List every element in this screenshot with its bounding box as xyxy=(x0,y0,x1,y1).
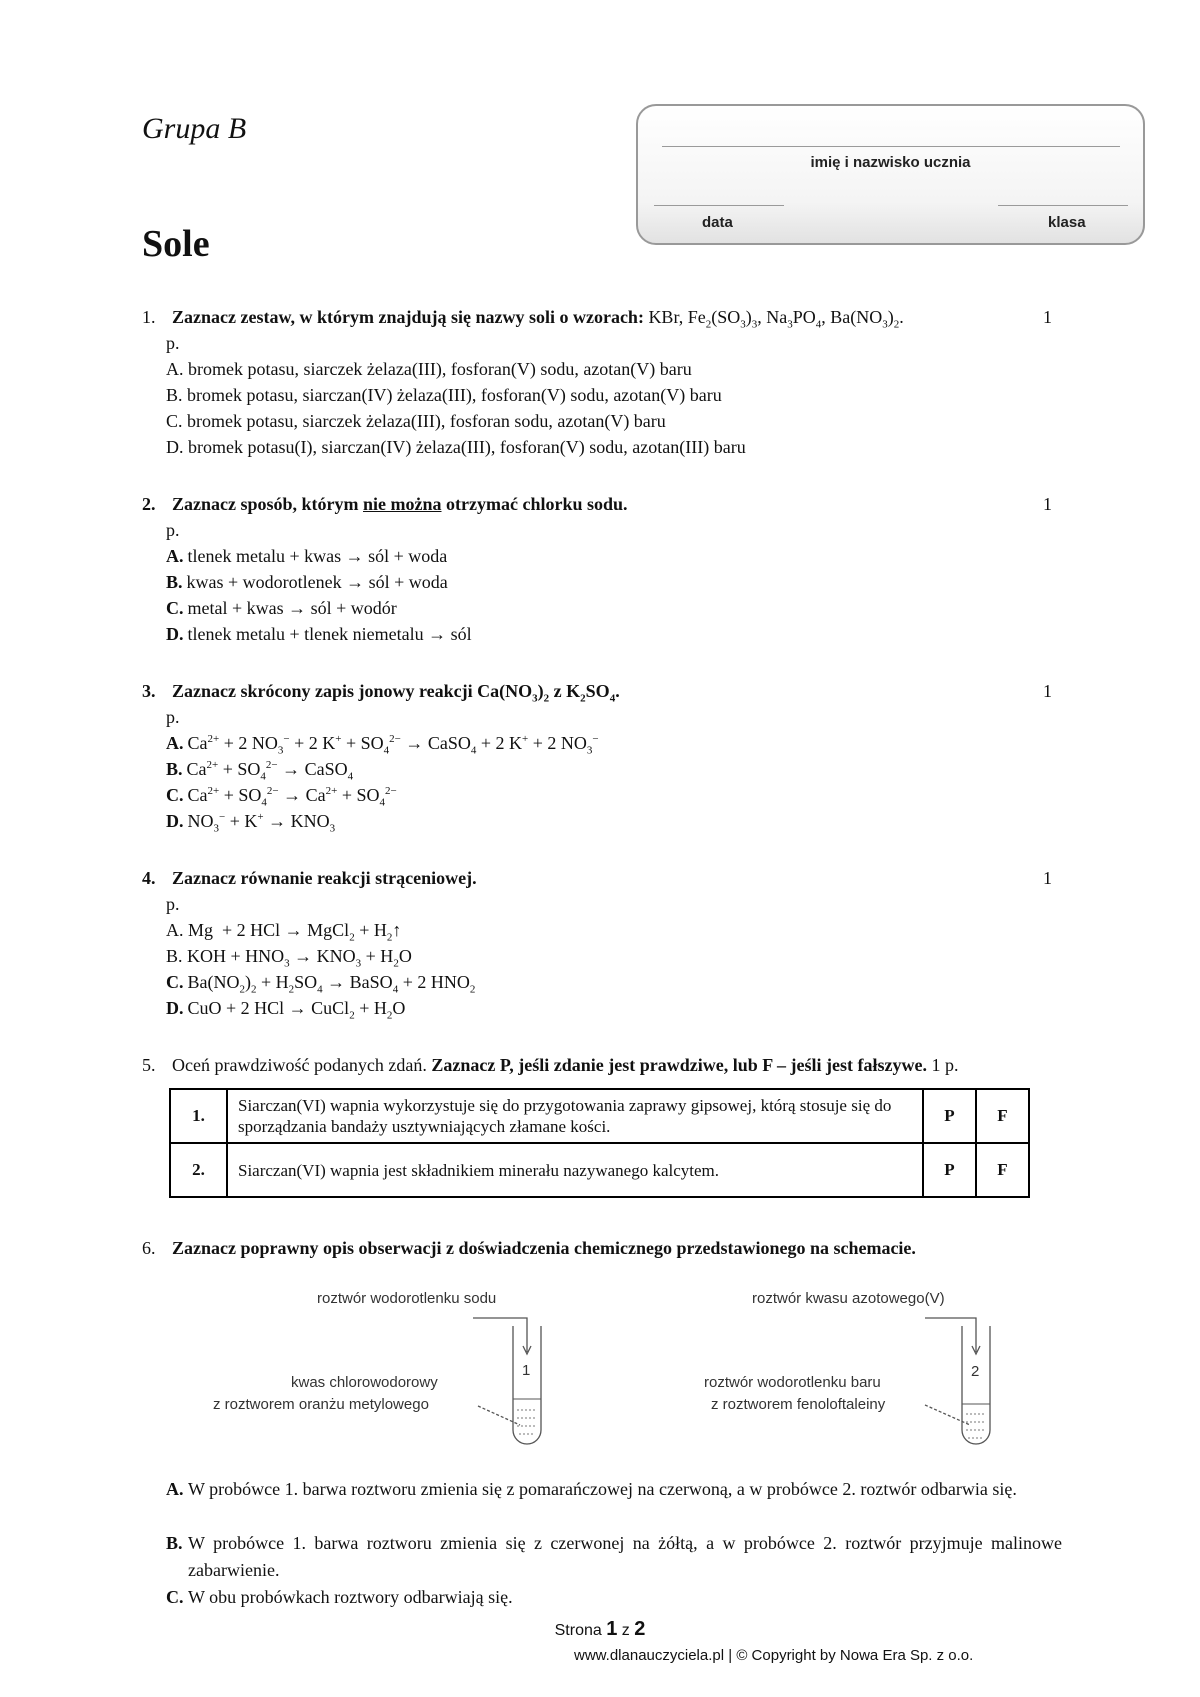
answer-option[interactable]: A. tlenek metalu + kwas → sól + woda xyxy=(166,546,448,566)
answer-option[interactable]: A. bromek potasu, siarczek żelaza(III), fosforan(V) sodu, azotan(V) baru xyxy=(166,359,692,379)
formulas: KBr, $Fe_2(SO_3)_3$, $Na_3PO_4$, $Ba(NO_3)_2$. xyxy=(648,307,904,331)
tube2-number: 2 xyxy=(971,1363,980,1380)
points-unit: p. xyxy=(166,520,180,540)
answer-option[interactable]: A. $Ca^{2+} + 2$ $NO_3^- + 2$ $K^+ + SO_4^{2-}$ → CaSO$_4$ + 2 K+ + 2 $NO_3^-$ xyxy=(166,733,599,757)
tube2-content-label-2: z roztworem fenoloftaleiny xyxy=(711,1396,886,1413)
points: 1 p. xyxy=(931,1055,959,1075)
question-prompt: Zaznacz zestaw, w którym znajdują się nazwy soli o wzorach: xyxy=(172,307,644,327)
question-number: 5. xyxy=(142,1055,156,1075)
question-prompt: Zaznacz skrócony zapis jonowy reakcji $Ca(NO_3)_2$ z $K_2SO_4$. xyxy=(172,681,620,705)
question-number: 1. xyxy=(142,307,156,327)
tube2-reagent-label: roztwór kwasu azotowego(V) xyxy=(752,1290,945,1307)
class-label: klasa xyxy=(1048,214,1086,231)
answer-option[interactable]: A. W probówce 1. barwa roztworu zmienia się z pomarańczowej na czerwoną, a w probówce 2. roztwór odbarwia się. xyxy=(166,1479,1017,1499)
footer-copyright: www.dlanauczyciela.pl | © Copyright by Nowa Era Sp. z o.o. xyxy=(574,1647,974,1664)
answer-option[interactable]: C. bromek potasu, siarczek żelaza(III), fosforan sodu, azotan(V) baru xyxy=(166,411,666,431)
question-number: 2. xyxy=(142,494,156,514)
question-prompt: Zaznacz poprawny opis obserwacji z doświadczenia chemicznego przedstawionego na schemacie. xyxy=(172,1238,916,1258)
answer-option[interactable]: D. $NO_3^- + K^+ \to KNO_3$ xyxy=(166,811,336,835)
pointer-line-1 xyxy=(478,1406,520,1425)
pointer-line-2 xyxy=(925,1405,970,1425)
answer-option[interactable]: C. W obu probówkach roztwory odbarwiają się. xyxy=(166,1587,513,1607)
answer-option[interactable]: B. KOH + $HNO_3 \to KNO_3 + H_2O$ xyxy=(166,946,412,970)
true-option[interactable]: P xyxy=(923,1089,976,1143)
reagent-arrow-1 xyxy=(473,1318,527,1352)
question-number: 4. xyxy=(142,868,156,888)
false-option[interactable]: F xyxy=(976,1143,1029,1197)
true-option[interactable]: P xyxy=(923,1143,976,1197)
answer-option[interactable]: D. tlenek metalu + tlenek niemetalu → sól xyxy=(166,624,472,644)
tube1-content-label-2: z roztworem oranżu metylowego xyxy=(213,1396,429,1413)
question-number: 3. xyxy=(142,681,156,701)
tube1-content-label: kwas chlorowodorowy xyxy=(291,1374,438,1391)
answer-option[interactable]: C. $Ca^{2+} + SO_4^{2-} \to Ca^{2+} + SO_4^{2-}$ xyxy=(166,785,397,809)
question-prompt: Zaznacz równanie reakcji strąceniowej. xyxy=(172,868,477,888)
statement: Siarczan(VI) wapnia wykorzystuje się do przygotowania zaprawy gipsowej, którą stosuje się do sporządzania bandaży usztywniających złamane kości. xyxy=(227,1089,923,1143)
answer-option[interactable]: C. $Ba(NO_2)_2 + H_2SO_4$ → BaSO$_4$ + 2 $HNO_2$ xyxy=(166,972,476,996)
answer-option[interactable]: B. $Ca^{2+} + SO_4^{2-}$ → CaSO$_4$ xyxy=(166,759,354,783)
answer-option[interactable]: B. W probówce 1. barwa roztworu zmienia się z czerwonej na żółtą, a w probówce 2. roztwór przyjmuje malinowe zabarwienie. xyxy=(166,1533,1062,1580)
site-link[interactable]: www.dlanauczyciela.pl xyxy=(574,1647,725,1664)
answer-option[interactable]: D. CuO + 2 HCl → CuCl$_2$ + $H_2O$ xyxy=(166,998,406,1022)
group-label: Grupa B xyxy=(142,112,247,145)
answer-option[interactable]: D. bromek potasu(I), siarczan(IV) żelaza(III), fosforan(V) sodu, azotan(III) baru xyxy=(166,437,746,457)
answer-option[interactable]: B. bromek potasu, siarczan(IV) żelaza(III), fosforan(V) sodu, azotan(V) baru xyxy=(166,385,722,405)
answer-option[interactable]: B. kwas + wodorotlenek → sól + woda xyxy=(166,572,448,592)
row-number: 1. xyxy=(170,1089,227,1143)
points: 1 xyxy=(1043,307,1052,327)
reagent-arrow-2 xyxy=(925,1318,976,1352)
points: 1 xyxy=(1043,681,1052,701)
tube2-content-label: roztwór wodorotlenku baru xyxy=(704,1374,881,1391)
name-label: imię i nazwisko ucznia xyxy=(810,154,971,171)
date-label: data xyxy=(702,214,733,231)
false-option[interactable]: F xyxy=(976,1089,1029,1143)
tube1-number: 1 xyxy=(522,1362,531,1379)
row-number: 2. xyxy=(170,1143,227,1197)
page-number: Strona 1 z 2 xyxy=(554,1618,646,1640)
points-unit: p. xyxy=(166,707,180,727)
points-unit: p. xyxy=(166,333,180,353)
question-prompt: Zaznacz P, jeśli zdanie jest prawdziwe, lub F – jeśli jest fałszywe. xyxy=(431,1055,927,1075)
answer-option[interactable]: C. metal + kwas → sól + wodór xyxy=(166,598,397,618)
answer-option[interactable]: A. Mg + 2 HCl → MgCl$_2$ + $H_2↑$ xyxy=(166,920,402,944)
statement: Siarczan(VI) wapnia jest składnikiem minerału nazywanego kalcytem. xyxy=(227,1143,923,1197)
points: 1 xyxy=(1043,868,1052,888)
question-number: 6. xyxy=(142,1238,156,1258)
question-intro: Oceń prawdziwość podanych zdań. xyxy=(172,1055,427,1075)
points: 1 xyxy=(1043,494,1052,514)
points-unit: p. xyxy=(166,894,180,914)
tube1-reagent-label: roztwór wodorotlenku sodu xyxy=(317,1290,497,1307)
page-title: Sole xyxy=(142,223,210,265)
question-prompt: Zaznacz sposób, którym nie można otrzymać chlorku sodu. xyxy=(172,494,628,514)
